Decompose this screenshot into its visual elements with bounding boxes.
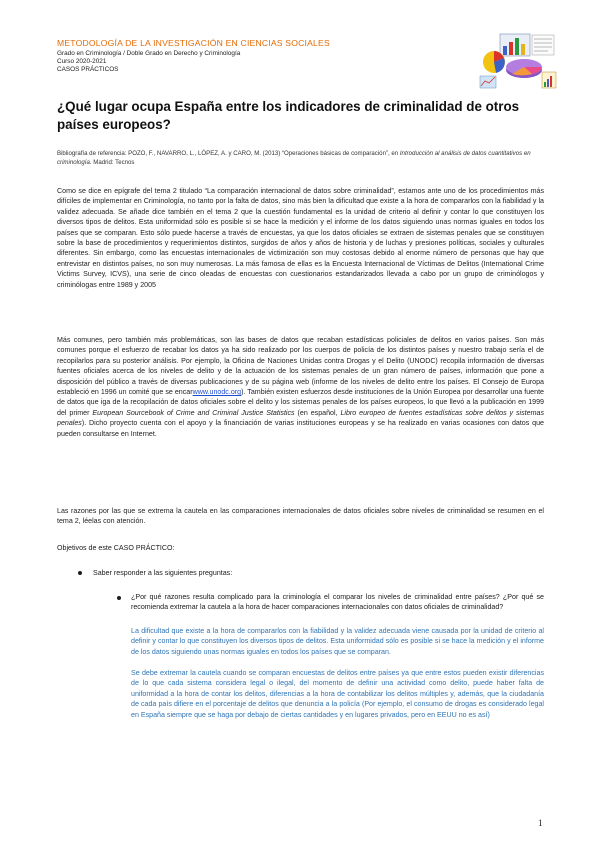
biblio-text: Bibliografía de referencia: POZO, F., NAVARRO, L., LÓPEZ, A. y CARO, M. (2013) “Operaciones básicas de comparación”, en [57, 150, 400, 157]
biblio-publisher: . Madrid: Tecnos [89, 158, 135, 166]
bullet-icon [117, 596, 121, 600]
answer-paragraph-1: La dificultad que existe a la hora de compararlos con la fiabilidad y la validez adecuada viene causada por la unidad de criterio al definir y contar lo que constituyen los diversos tipos de delitos. Esta uniformidad sólo es posible si se hace la medición y el informe de los datos siguiendo unas normas iguales en todos los países que se comparan. [131, 627, 544, 656]
p2-italic-libro: Libro europeo de fuentes estadísticas sobre delitos y sistemas penales [57, 408, 544, 428]
p2-text-a: Más comunes, pero también más problemáticas, son las bases de datos que recaban estadísticas policiales de delitos en varios países. Son más comunes porque el esfuerzo de recabar los datos ya ha sido realizado por los cuerpos de policía de los distintos países y nuestro trabajo sería el de recopilarlos para su posterior análisis. Por ejemplo, la Oficina de Naciones Unidas contra Drogas y el Delito (UNODC) recopila información de diversas fuentes oficiales acerca de los niveles de delito y de la actuación de los sistemas penales de un gran número de países, información que pone a disposición del público a través de diversas publicaciones y de su página web (informe de los niveles de delito entre los países. El Consejo de Europa estableció en 1996 un comité que se encar [57, 336, 544, 397]
question-text: ¿Por qué razones resulta complicado para la criminología el comparar los niveles de criminalidad entre países? ¿Por qué se recomienda extremar la cautela a la hora de hacer comparaciones internacionales con datos oficiales de criminalidad? [131, 593, 544, 612]
paragraph-intro: Como se dice en epígrafe del tema 2 titulado “La comparación internacional de datos sobre criminalidad”, estamos ante uno de los procedimientos más difíciles de implementar en Criminología, no tanto por la falta de datos, sino más bien la dificultad que existe a la hora de compararlos con la fiabilidad y la validez adecuada. Se añade dice también en el tema 2 que la cuestión fundamental es la unidad de criterio al definir y contar lo que constituyen los diversos tipos de delitos. Esta uniformidad sólo es posible si se hace la medición y el informe de los datos siguiendo unas normas iguales en todos los países que se comparan. Esto sólo puede hacerse a través de encuestas, ya que los datos oficiales se extraen de sistemas penales que se constituyen sobre la base de procedimientos y requerimientos distintos, surgidos de años y años de historia y de luchas y presiones políticas, sociales y culturales diferentes. Sin embargo, como las encuestas internacionales de victimización son muy costosas debido al enorme número de personas que hay que entrevistar en distintos países, no son muy numerosas. La más famosa de ellas es la Encuesta Internacional de Víctimas de Delitos (International Crime Victims Survey, ICVS), una serie de cinco oleadas de encuestas con cuestionarios estandarizados llevada a cabo por un grupo de criminólogos y criminólogas entre 1989 y 2005 [57, 187, 544, 289]
paragraph-police-data [57, 335, 544, 439]
course-title: METODOLOGÍA DE LA INVESTIGACIÓN EN CIENCIAS SOCIALES [57, 38, 330, 48]
p2-italic-sourcebook: European Sourcebook of Crime and Criminal Justice Statistics [92, 408, 295, 417]
p2-text-c: (en español, [294, 408, 341, 417]
unodc-link[interactable]: www.unodc.org [192, 388, 242, 397]
bullet-text: Saber responder a las siguientes preguntas: [93, 569, 233, 577]
answer-paragraph-2: Se debe extremar la cautela cuando se comparan encuestas de delitos entre países ya que entre estos pueden existir diferencias de lo que cada sistema considera legal o ilegal, del momento de definir una actividad como delito, puede haber falta de uniformidad a la hora de contar los delitos, diferencias a la hora de contabilizar los delitos múltiples y, además, que la ciudadanía de cada país difiere en el porcentaje de delitos que denuncia a la policía (Por ejemplo, el consumo de drogas es considerado legal en España siempre que se haga por debajo de ciertas cantidades y en lugares privados, pero en EEUU no es así) [131, 669, 544, 719]
degree-line: Grado en Criminología / Doble Grado en Derecho y Criminología [57, 50, 241, 57]
page-title: ¿Qué lugar ocupa España entre los indicadores de criminalidad de otros países europeos? [57, 99, 520, 132]
bullet-icon [78, 571, 82, 575]
objectives-heading: Objetivos de este CASO PRÁCTICO: [57, 544, 175, 552]
p2-text-b: ). También existen esfuerzos desde instituciones de la Unión Europea por desarrollar una fuente de datos que iga de la recopilación de datos oficiales sobre el delito y los sistemas penales de los países europeos, lo que llevó a la publicación en 1999 del primer [57, 388, 544, 417]
section-label: CASOS PRÁCTICOS [57, 66, 119, 74]
academic-year: Curso 2020-2021 [57, 58, 107, 66]
p2-text-d: ). Dicho proyecto cuenta con el apoyo y la financiación de varias instituciones europeas y se ha realizado en varias ocasiones con datos que pueden consultarse en Internet. [57, 419, 544, 438]
page-number: 1 [538, 818, 543, 828]
bibliography-reference [57, 150, 547, 167]
document-header [57, 38, 417, 75]
biblio-book-title: Introducción al análisis de datos cuantitativos en criminología [57, 150, 531, 166]
statistics-collage-icon [476, 32, 558, 90]
paragraph-reasons: Las razones por las que se extrema la cautela en las comparaciones internacionales de datos oficiales sobre niveles de criminalidad se resumen en el tema 2, léelas con atención. [57, 507, 544, 526]
